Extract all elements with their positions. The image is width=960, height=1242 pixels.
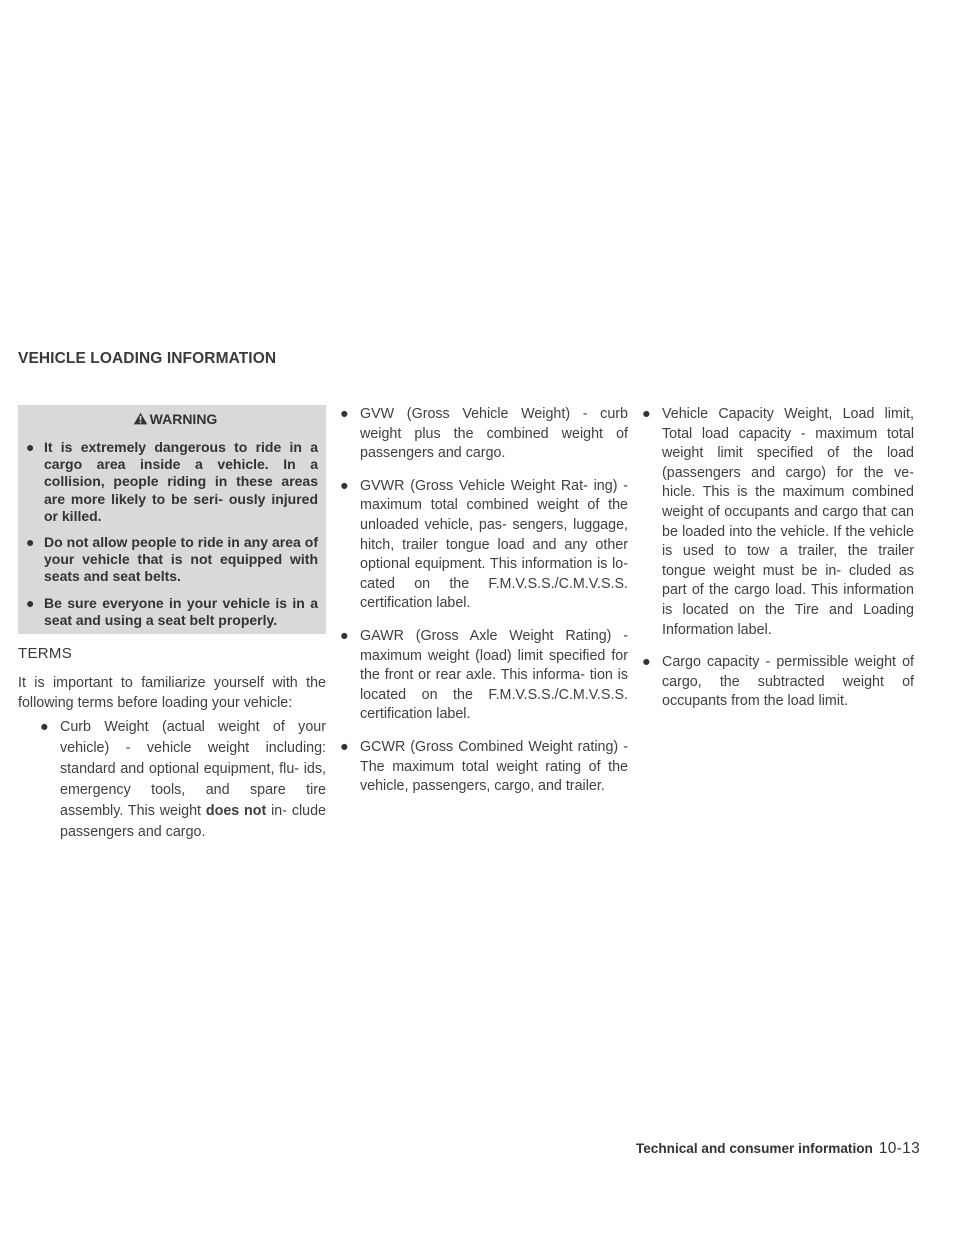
terms-heading: TERMS bbox=[18, 645, 72, 663]
bullet-icon: ● bbox=[340, 627, 349, 644]
term-item-gawr bbox=[340, 627, 628, 725]
column-1 bbox=[18, 405, 326, 843]
bullet-icon: ● bbox=[340, 477, 349, 494]
term-text: GVWR (Gross Vehicle Weight Rat- ing) - maximum total combined weight of the unloaded vehicle, pas- sengers, luggage, hitch, trailer tongue load and any other optional equipment. This information is lo- cated on the F.M.V.S.S./C.M.V.S.S. certification label. bbox=[360, 477, 628, 612]
bullet-icon: ● bbox=[642, 406, 651, 422]
term-text: GCWR (Gross Combined Weight rating) - The maximum total weight rating of the vehicle, passengers, cargo, and trailer. bbox=[360, 738, 628, 795]
term-text: Cargo capacity - permissible weight of cargo, the subtracted weight of occupants from the load limit. bbox=[662, 654, 914, 710]
term-text: GVW (Gross Vehicle Weight) - curb weight plus the combined weight of passengers and cargo. bbox=[360, 406, 628, 462]
bullet-icon: ● bbox=[642, 654, 651, 671]
term-item-curb-weight bbox=[40, 717, 326, 843]
bullet-icon: ● bbox=[40, 719, 49, 736]
term-item-gcwr bbox=[340, 738, 628, 797]
bullet-icon: ● bbox=[26, 594, 35, 611]
intro-paragraph: It is important to familiarize yourself with the following terms before loading your vehicle: bbox=[18, 675, 326, 711]
warning-triangle-icon bbox=[133, 412, 148, 425]
warning-item bbox=[26, 595, 318, 629]
bullet-icon: ● bbox=[26, 534, 35, 551]
bullet-icon: ● bbox=[340, 738, 349, 755]
term-item-cargo-capacity bbox=[642, 653, 914, 712]
warning-item bbox=[26, 534, 318, 586]
footer-chapter-title: Technical and consumer information bbox=[635, 1141, 873, 1156]
term-item-gvwr bbox=[340, 477, 628, 614]
term-text: in- clude passengers and cargo. bbox=[60, 803, 326, 841]
warning-item-text: Do not allow people to ride in any area of your vehicle that is not equipped with seats and seat belts. bbox=[44, 534, 318, 585]
term-text: GAWR (Gross Axle Weight Rating) - maximum weight (load) limit specified for the front or rear axle. This informa- tion is located on the F.M.V.S.S./C.M.V.S.S. certification label. bbox=[360, 627, 628, 723]
bullet-icon: ● bbox=[26, 439, 35, 455]
warning-title: WARNING bbox=[149, 411, 218, 427]
term-text: Vehicle Capacity Weight, Load limit, Total load capacity - maximum total weight limit specified of the load (passengers and cargo) for the ve- hicle. This is the maximum combined weight of occupants and cargo that can be loaded into the vehicle. If the vehicle is used to tow a trailer, the trailer tongue weight must be in- cluded as part of the cargo load. This information is located on the Tire and Loading Information label. bbox=[662, 406, 914, 638]
warning-item bbox=[26, 439, 318, 525]
term-item-gvw bbox=[340, 405, 628, 464]
term-item-vehicle-capacity-weight bbox=[642, 405, 914, 640]
warning-item-text: It is extremely dangerous to ride in a cargo area inside a vehicle. In a collision, people riding in these areas are more likely to be seri- ously injured or killed. bbox=[44, 439, 318, 524]
column-2 bbox=[340, 405, 628, 797]
page-footer bbox=[590, 1140, 920, 1158]
term-emphasis: does not bbox=[205, 803, 267, 820]
warning-item-text: Be sure everyone in your vehicle is in a seat and using a seat belt properly. bbox=[44, 594, 318, 628]
page-number: 10-13 bbox=[878, 1140, 920, 1157]
column-3 bbox=[642, 405, 914, 712]
section-title: VEHICLE LOADING INFORMATION bbox=[18, 350, 277, 367]
bullet-icon: ● bbox=[340, 406, 349, 422]
warning-header bbox=[26, 408, 318, 430]
term-text: Curb Weight (actual weight of your vehicle) - vehicle weight including: standard and optional equipment, flu- ids, emergency tools, and spare tire assembly. This weight bbox=[60, 719, 326, 820]
warning-box bbox=[18, 405, 326, 634]
